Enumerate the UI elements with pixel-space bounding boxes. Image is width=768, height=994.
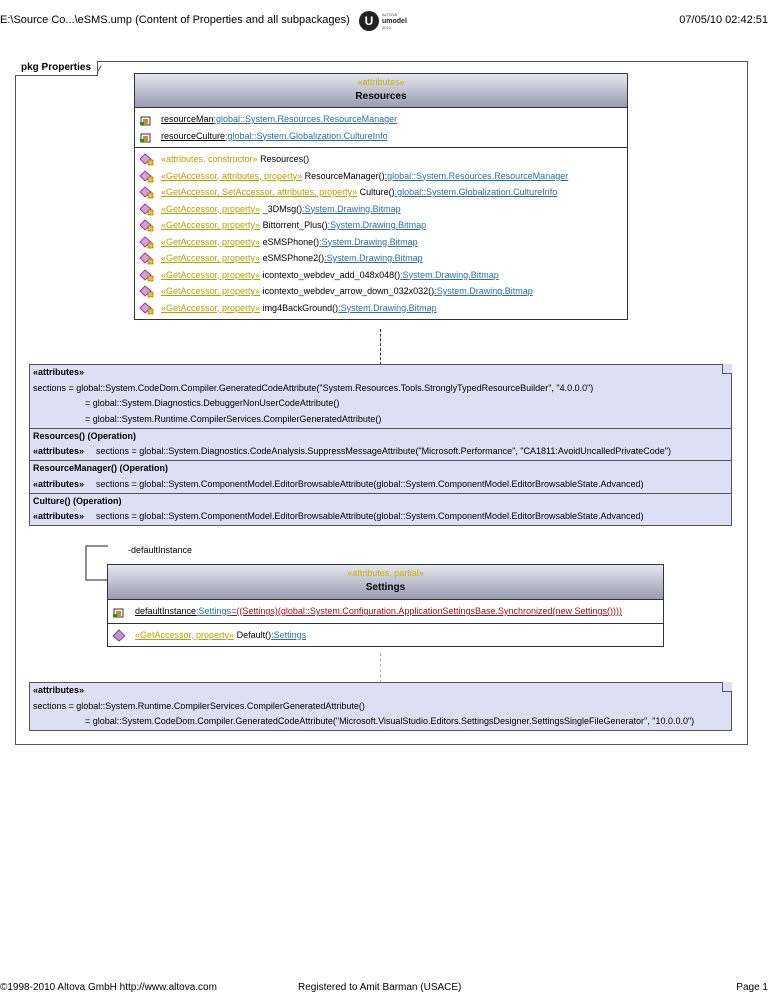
operation-stereotype: «attributes, constructor» xyxy=(161,154,258,164)
settings-class[interactable] xyxy=(107,564,664,647)
property-operation-icon xyxy=(112,629,126,642)
note-line xyxy=(30,477,731,493)
operation-icon xyxy=(139,302,153,315)
resources-operation-row[interactable] xyxy=(135,168,627,185)
note-line xyxy=(30,460,731,477)
settings-class-name: Settings xyxy=(365,582,406,593)
note-line-heading: Culture() (Operation) xyxy=(33,495,122,506)
operation-return-type: :System.Drawing.Bitmap xyxy=(319,236,418,247)
operation-icon xyxy=(139,153,153,166)
operation-stereotype: «GetAccessor, property» xyxy=(161,236,261,247)
resources-operation-row[interactable] xyxy=(135,201,627,218)
note-line-text: = global::System.Runtime.CompilerServices.CompilerGeneratedAttribute() xyxy=(85,414,382,425)
note-fold xyxy=(722,364,732,374)
resources-attribute-row[interactable] xyxy=(135,111,627,128)
resources-attributes xyxy=(135,108,627,148)
note-line-heading: «attributes» xyxy=(33,685,85,695)
note-line-text: sections = global::System.CodeDom.Compiler.GeneratedCodeAttribute("System.Resources.Tools.StronglyTypedResourceBuilder", "4.0.0.0") xyxy=(33,382,594,393)
operation-icon xyxy=(139,170,153,183)
logo-line-2: umodel xyxy=(382,18,407,25)
document-path: E:\Source Co...\eSMS.ump (Content of Properties and all subpackages) xyxy=(0,14,350,26)
note-line-heading: ResourceManager() (Operation) xyxy=(33,463,169,474)
footer-page-number: Page 1 xyxy=(736,982,768,993)
resources-operation-row[interactable] xyxy=(135,267,627,284)
footer-copyright: ©1998-2010 Altova GmbH http://www.altova.com xyxy=(0,982,217,993)
package-label: pkg Properties xyxy=(15,61,98,76)
resources-operation-row[interactable] xyxy=(135,184,627,201)
note-line-heading: «attributes» xyxy=(33,478,85,489)
operation-name: img4BackGround() xyxy=(260,302,339,313)
operation-name: Culture() xyxy=(357,187,395,197)
note-line xyxy=(30,365,731,381)
note-line xyxy=(30,493,731,510)
resources-operation-row[interactable] xyxy=(135,250,627,267)
settings-stereotype: «attributes, partial» xyxy=(347,568,424,578)
settings-op-name: Default() xyxy=(234,629,272,640)
attribute-type: :global::System.Globalization.CultureInfo xyxy=(225,130,388,141)
note-line-text: sections = global::System.Diagnostics.CodeAnalysis.SuppressMessageAttribute("Microsoft.Performance", "CA1811:AvoidUncalledPrivateCode") xyxy=(96,446,671,457)
logo-line-1: ALTOVA xyxy=(382,12,398,17)
operation-return-type: :global::System.Globalization.CultureInfo xyxy=(394,187,558,197)
footer-registration: Registered to Amit Barman (USACE) xyxy=(298,982,462,993)
logo-line-3: 2010 xyxy=(382,25,391,30)
resources-class[interactable] xyxy=(134,73,628,320)
settings-attributes xyxy=(108,600,663,624)
operation-stereotype: «GetAccessor, property» xyxy=(161,220,261,230)
note-line-heading: Resources() (Operation) xyxy=(33,430,137,441)
self-association-label: -defaultInstance xyxy=(128,545,193,555)
note-line xyxy=(30,714,731,730)
note-line-text: sections = global::System.Runtime.CompilerServices.CompilerGeneratedAttribute() xyxy=(33,700,365,711)
settings-attr-type: :Settings xyxy=(196,606,232,616)
note-line-heading: «attributes» xyxy=(33,511,85,522)
operation-name: icontexto_webdev_add_048x048() xyxy=(260,269,401,280)
resources-annotation-note[interactable] xyxy=(29,364,732,526)
operation-icon xyxy=(139,203,153,216)
settings-attr-name: defaultInstance xyxy=(135,606,197,616)
note-connector xyxy=(380,329,381,365)
settings-annotation-note[interactable] xyxy=(29,682,732,731)
operation-return-type: :System.Drawing.Bitmap xyxy=(338,302,437,313)
print-datetime: 07/05/10 02:42:51 xyxy=(679,14,768,26)
operation-return-type: :System.Drawing.Bitmap xyxy=(400,269,499,280)
resources-operation-row[interactable] xyxy=(135,283,627,300)
operation-stereotype: «GetAccessor, property» xyxy=(161,203,261,214)
resources-operation-row[interactable] xyxy=(135,217,627,234)
resources-operation-row[interactable] xyxy=(135,234,627,251)
resources-operation-row[interactable] xyxy=(135,151,627,168)
operation-stereotype: «GetAccessor, property» xyxy=(161,286,261,296)
settings-op-stereotype: «GetAccessor, property» xyxy=(135,629,235,640)
operation-name: _3DMsg() xyxy=(260,203,303,214)
note-line-heading: «attributes» xyxy=(33,446,85,457)
resources-attribute-row[interactable] xyxy=(135,128,627,145)
settings-class-header xyxy=(108,565,663,600)
operation-stereotype: «GetAccessor, attributes, property» xyxy=(161,170,303,181)
note-line xyxy=(30,381,731,397)
resources-operation-row[interactable] xyxy=(135,300,627,317)
operation-name: ResourceManager() xyxy=(302,170,385,181)
operation-name: Resources() xyxy=(257,154,310,164)
note-line xyxy=(30,683,731,699)
operation-icon xyxy=(139,269,153,282)
operation-icon xyxy=(139,236,153,249)
note-line xyxy=(30,699,731,715)
operation-name: eSMSPhone2() xyxy=(260,253,325,263)
field-icon xyxy=(139,130,153,143)
operation-icon xyxy=(139,285,153,298)
operation-stereotype: «GetAccessor, property» xyxy=(161,302,261,313)
attribute-name: resourceMan xyxy=(161,114,214,124)
operation-stereotype: «GetAccessor, property» xyxy=(161,253,261,263)
note-line xyxy=(30,396,731,412)
resources-class-header xyxy=(135,74,627,108)
operation-name: Bittorrent_Plus() xyxy=(260,220,328,230)
settings-op-return: :Settings xyxy=(271,629,307,640)
note-line xyxy=(30,444,731,460)
note-line xyxy=(30,428,731,445)
note-line-text: sections = global::System.ComponentModel.EditorBrowsableAttribute(global::System.ComponentModel.EditorBrowsableState.Advanced) xyxy=(96,511,644,522)
attribute-type: :global::System.Resources.ResourceManager xyxy=(213,114,398,124)
field-icon xyxy=(112,605,126,618)
umodel-logo xyxy=(358,8,420,34)
operation-name: eSMSPhone() xyxy=(260,236,320,247)
note-line-text: = global::System.Diagnostics.DebuggerNonUserCodeAttribute() xyxy=(85,398,340,409)
note-line-heading: «attributes» xyxy=(33,367,85,377)
operation-name: icontexto_webdev_arrow_down_032x032() xyxy=(260,286,435,296)
note-line xyxy=(30,509,731,525)
operation-return-type: :System.Drawing.Bitmap xyxy=(434,286,533,296)
settings-attr-init: =((Settings)(global::System.Configuration.ApplicationSettingsBase.Synchronized(new Settings()))) xyxy=(231,606,623,616)
settings-operations xyxy=(108,624,663,647)
operation-return-type: :System.Drawing.Bitmap xyxy=(324,253,423,263)
settings-note-fold xyxy=(722,682,732,692)
operation-return-type: :global::System.Resources.ResourceManager xyxy=(384,170,569,181)
operation-icon xyxy=(139,219,153,232)
note-line xyxy=(30,412,731,428)
note-line-text: = global::System.CodeDom.Compiler.GeneratedCodeAttribute("Microsoft.VisualStudio.Editors.SettingsDesigner.SettingsSingleFileGenerator", "10.0.0.0") xyxy=(85,716,695,727)
operation-return-type: :System.Drawing.Bitmap xyxy=(327,220,427,230)
operation-return-type: :System.Drawing.Bitmap xyxy=(302,203,401,214)
resources-stereotype: «attributes» xyxy=(357,77,405,87)
attribute-name: resourceCulture xyxy=(161,130,226,141)
svg-text:U: U xyxy=(364,14,374,28)
resources-operations xyxy=(135,148,627,319)
field-icon xyxy=(139,113,153,126)
settings-operation-row[interactable] xyxy=(108,627,663,644)
operation-stereotype: «GetAccessor, property» xyxy=(161,269,261,280)
resources-class-name: Resources xyxy=(355,91,407,102)
operation-icon xyxy=(139,252,153,265)
settings-attribute-row[interactable] xyxy=(108,603,663,620)
settings-note-connector xyxy=(380,653,381,683)
note-line-text: sections = global::System.ComponentModel.EditorBrowsableAttribute(global::System.ComponentModel.EditorBrowsableState.Advanced) xyxy=(96,478,644,489)
operation-icon xyxy=(139,186,153,199)
operation-stereotype: «GetAccessor, SetAccessor, attributes, property» xyxy=(161,187,358,197)
